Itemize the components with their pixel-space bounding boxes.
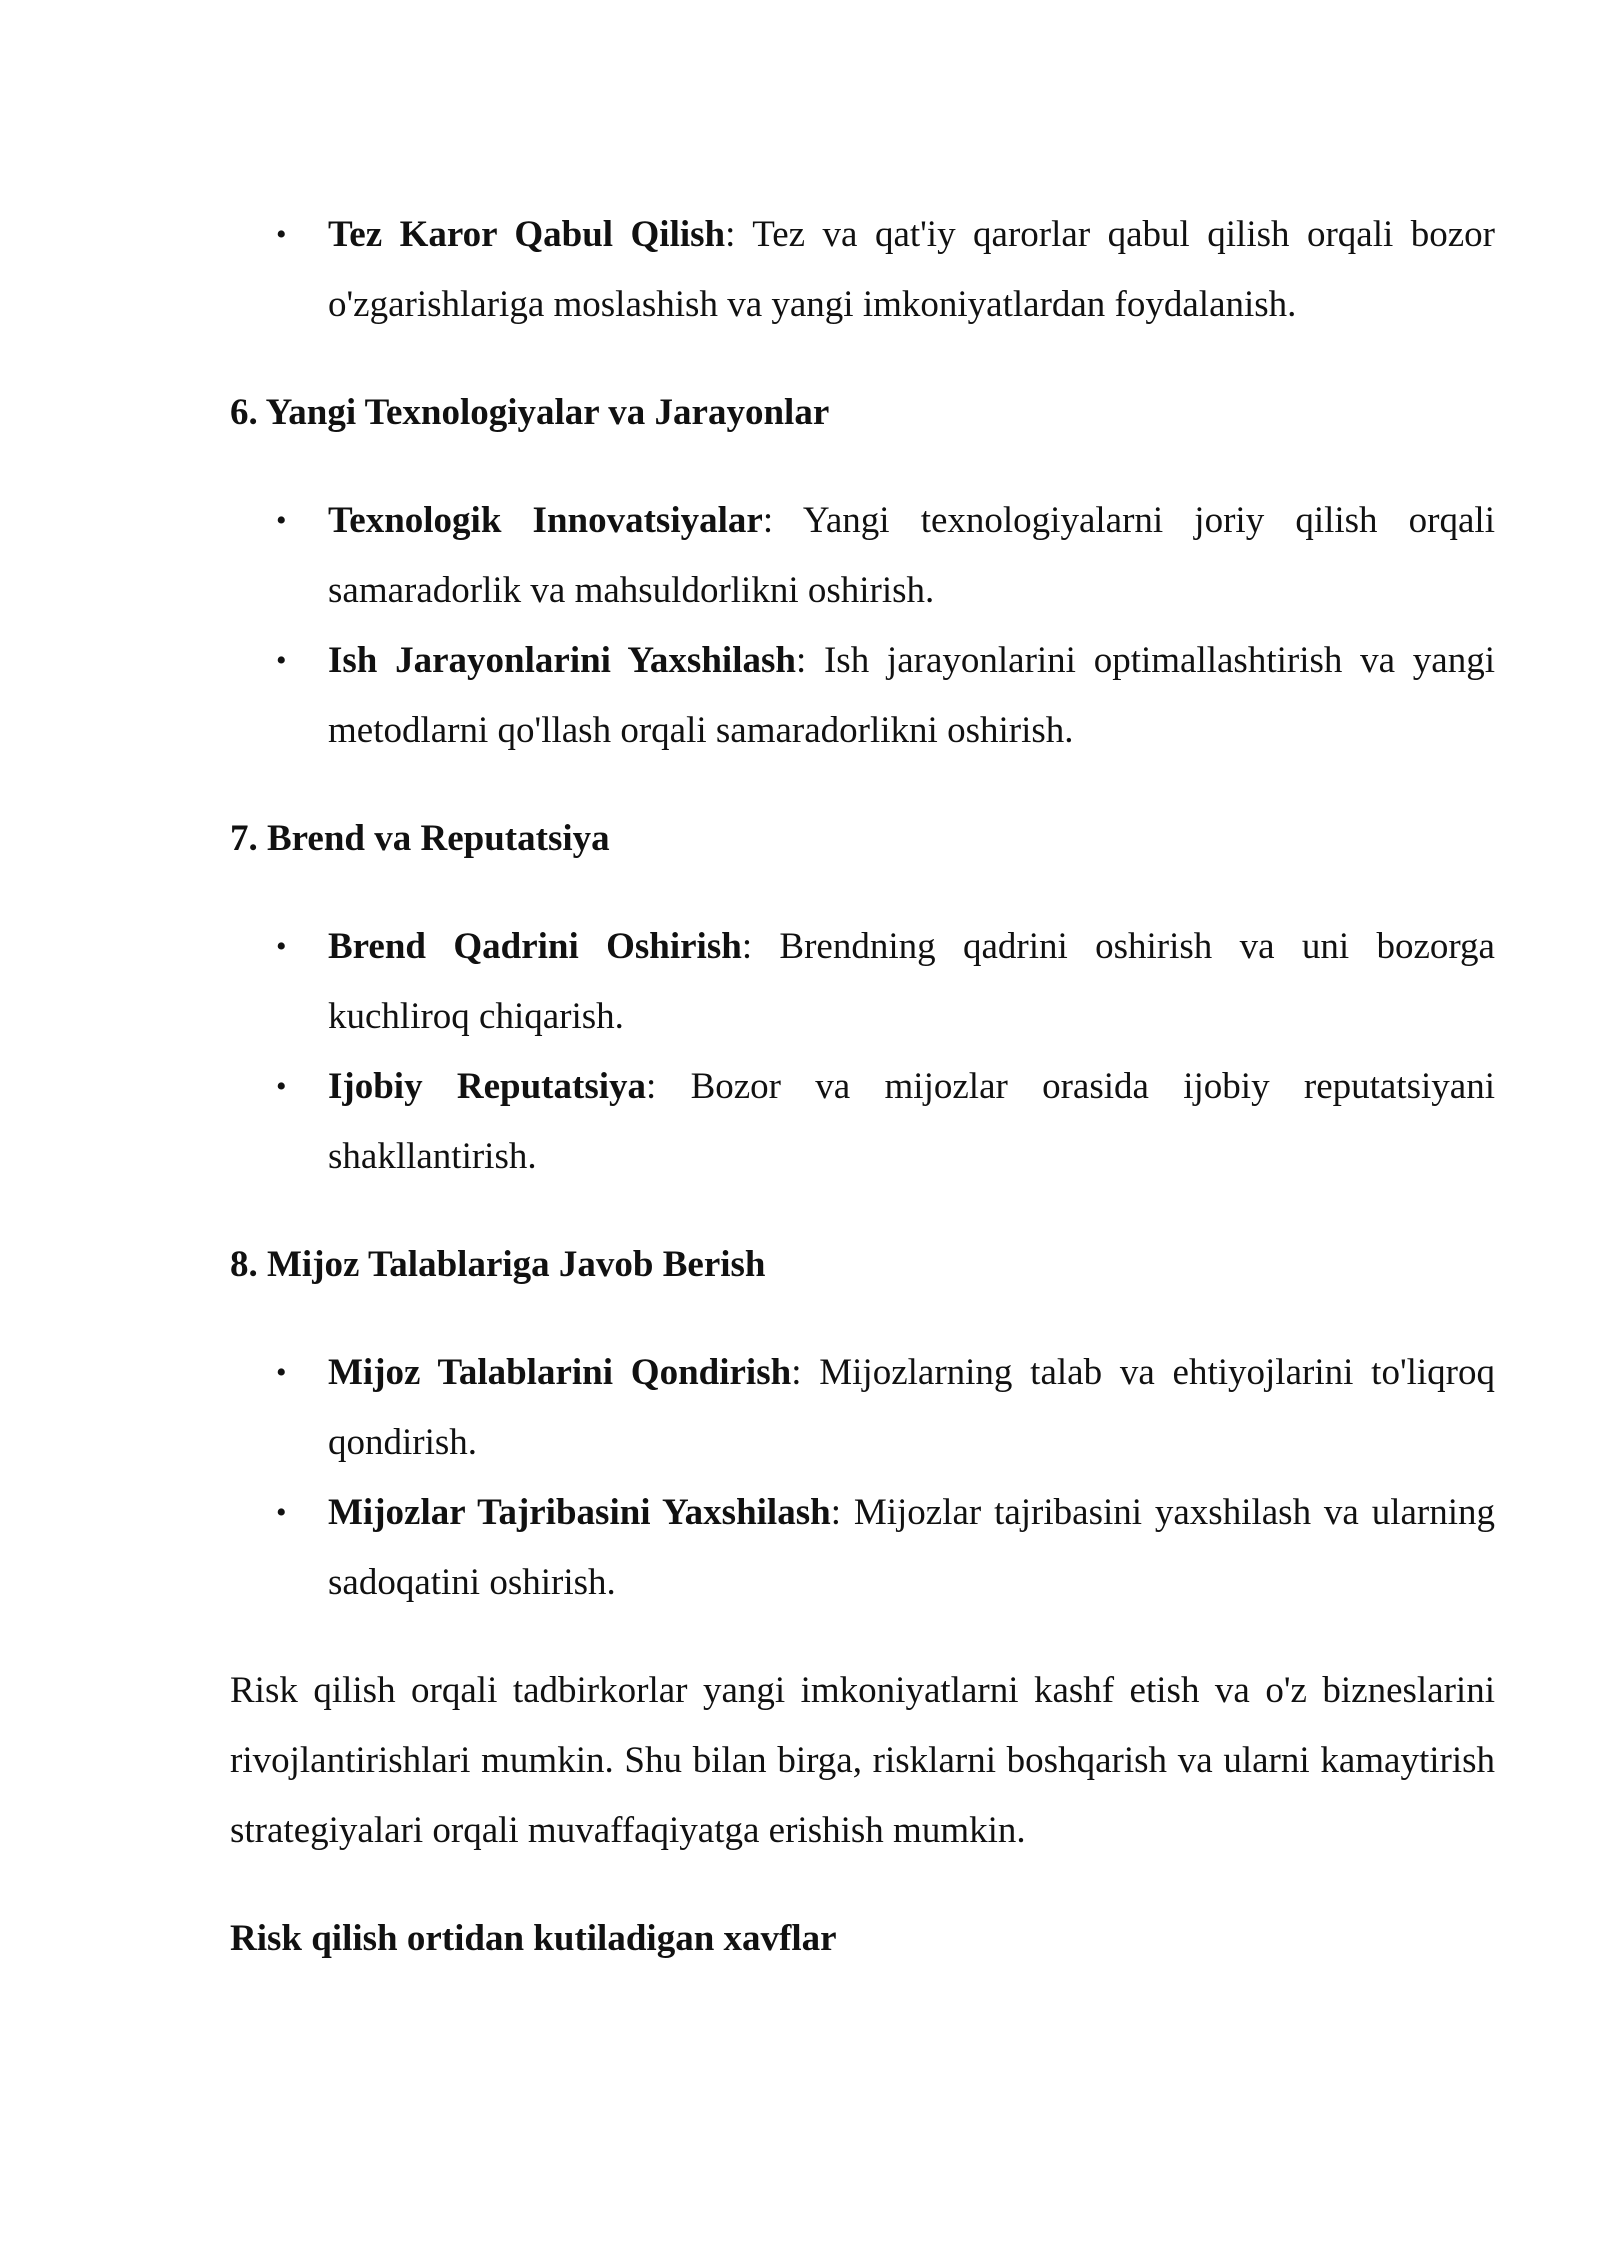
list-item <box>230 200 1495 340</box>
list-item-term: Brend Qadrini Oshirish <box>328 926 742 967</box>
list-item-text: : Mijozlarning talab va ehtiyojlarini to'liqroq qondirish. <box>328 1352 1495 1463</box>
section-heading-6: 6. Yangi Texnologiyalar va Jarayonlar <box>230 392 830 433</box>
section-7-bullet-list <box>230 912 1495 1192</box>
bullet-icon: • <box>276 1496 287 1529</box>
list-item-text: : Ish jarayonlarini optimallashtirish va yangi metodlarni qo'llash orqali samaradorlikni oshirish. <box>328 640 1495 751</box>
bullet-icon: • <box>276 930 287 963</box>
section-8-bullet-list <box>230 1338 1495 1618</box>
list-item-text: : Tez va qat'iy qarorlar qabul qilish orqali bozor o'zgarishlariga moslashish va yangi imkoniyatlardan foydalanish. <box>328 214 1495 325</box>
list-item-term: Ijobiy Reputatsiya <box>328 1066 646 1107</box>
bullet-icon: • <box>276 644 287 677</box>
bullet-icon: • <box>276 1070 287 1103</box>
list-item-term: Mijoz Talablarini Qondirish <box>328 1352 792 1393</box>
list-item <box>230 1052 1495 1192</box>
list-item-term: Tez Karor Qabul Qilish <box>328 214 726 255</box>
final-heading: Risk qilish ortidan kutiladigan xavflar <box>230 1918 837 1959</box>
section-6-bullet-list <box>230 486 1495 766</box>
list-item <box>230 486 1495 626</box>
list-item-term: Ish Jarayonlarini Yaxshilash <box>328 640 796 681</box>
bullet-icon: • <box>276 504 287 537</box>
section-heading-7: 7. Brend va Reputatsiya <box>230 818 610 859</box>
list-item <box>230 912 1495 1052</box>
document-page <box>230 200 1495 2012</box>
list-item <box>230 626 1495 766</box>
list-item <box>230 1478 1495 1618</box>
bullet-icon: • <box>276 1356 287 1389</box>
section-heading-8: 8. Mijoz Talablariga Javob Berish <box>230 1244 766 1285</box>
list-item-text: : Brendning qadrini oshirish va uni bozorga kuchliroq chiqarish. <box>328 926 1495 1037</box>
list-item-term: Mijozlar Tajribasini Yaxshilash <box>328 1492 831 1533</box>
conclusion-paragraph: Risk qilish orqali tadbirkorlar yangi imkoniyatlarni kashf etish va o'z bizneslarini rivojlantirishlari mumkin. Shu bilan birga, risklarni boshqarish va ularni kamaytirish strategiyalari orqali muvaffaqiyatga erishish mumkin. <box>230 1670 1495 1851</box>
bullet-icon: • <box>276 218 287 251</box>
intro-bullet-list <box>230 200 1495 340</box>
list-item <box>230 1338 1495 1478</box>
list-item-text: : Yangi texnologiyalarni joriy qilish orqali samaradorlik va mahsuldorlikni oshirish. <box>328 500 1495 611</box>
list-item-term: Texnologik Innovatsiyalar <box>328 500 763 541</box>
list-item-text: : Mijozlar tajribasini yaxshilash va ularning sadoqatini oshirish. <box>328 1492 1495 1603</box>
list-item-text: : Bozor va mijozlar orasida ijobiy reputatsiyani shakllantirish. <box>328 1066 1495 1177</box>
